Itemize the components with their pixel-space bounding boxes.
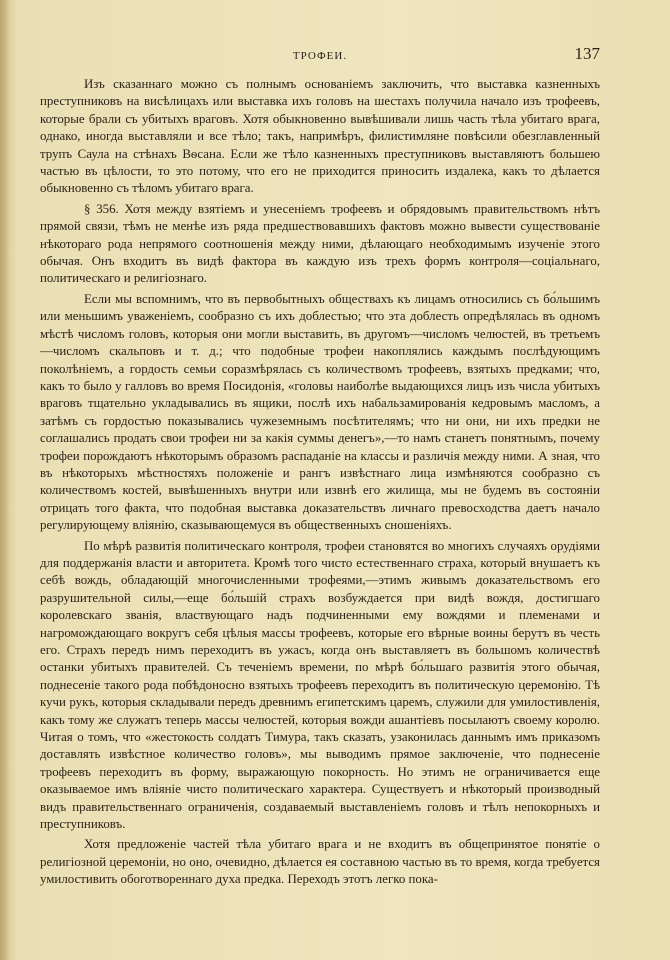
page-header [40, 46, 600, 68]
paragraph-political-control: По мѣрѣ развитiя политическаго контроля, трофеи становятся во многихъ случаяхъ орудiями для поддержанiя власти и авторитета. Кромѣ того чисто естественнаго страха, который внушаетъ къ себѣ вождь, обладающiй многочисленными трофеями,—этимъ живымъ доказательствомъ его разрушительной силы,—еще бо́льшiй страхъ возбуждается при видѣ вождя, достигшаго королевскаго званiя, властвующаго надъ подчиненными ему вождями и племенами и нагромождающаго вокругъ себя цѣлыя массы трофеевъ, которые его вѣрные воины берутъ въ честь его. Страхъ передъ нимъ переходитъ въ ужасъ, когда онъ выставляетъ въ большомъ количествѣ останки убитыхъ правителей. Съ теченiемъ времени, по мѣрѣ бо́льшаго развитiя этого обычая, поднесенiе такого рода побѣдоносно взятыхъ трофеевъ переходитъ въ политическую церемонiю. Тѣ кучи рукъ, которыя складывали передъ древнимъ египетскимъ царемъ, служили для умилостивленiя, какъ тому же служатъ теперь массы челюстей, которыя вожди ашантiевъ посылаютъ своему королю. Читая о томъ, что «жестокость солдатъ Тимура, такъ сказать, узаконилась даннымъ имъ приказомъ доставлять извѣстное количество головъ», мы выводимъ прямое заключенiе, что поднесенiе трофеевъ переходитъ въ форму, выражающую покорность. Но этимъ не ограничивается еще оказываемое имъ влiянiе чисто политическаго характера. Существуетъ и нѣкоторый производный видъ правительственнаго ограниченiя, создаваемый выставленiемъ головъ и тѣлъ непокорныхъ и преступниковъ. [40, 538, 600, 832]
paragraph-trophies-executions: Изъ сказаннаго можно съ полнымъ основанiемъ заключить, что выставка казненныхъ преступниковъ на висѣлицахъ или выставка ихъ головъ на шестахъ получила начало изъ трофеевъ, которые брали съ убитыхъ враговъ. Хотя обыкновенно вывѣшивали лишь часть тѣла убитаго врага, однако, иногда выставляли и все тѣло; такъ, напримѣръ, филистимляне повѣсили обезглавленный трупъ Саула на стѣнахъ Вѳсана. Если же тѣло казненныхъ преступниковъ выставляютъ большею частью въ цѣлости, то это потому, что его не приходится приносить издалека, какъ то дѣлается обыкновенно съ тѣломъ убитаго врага. [40, 77, 600, 196]
binding-shadow [0, 0, 10, 960]
paragraph-section-356: § 356. Хотя между взятiемъ и унесенiемъ трофеевъ и обрядовымъ правительствомъ нѣтъ прямой связи, тѣмъ не менѣе изъ ряда предшествовавшихъ фактовъ можно вывести существованiе нѣкотораго рода непрямого соотношенiя между ними, дѣлающаго необходимымъ изученiе этого обычая. Онъ входитъ въ видѣ фактора въ каждую изъ трехъ формъ контроля—соцiальнаго, политическаго и религiознаго. [40, 201, 600, 286]
paragraph-religious-ceremony: Хотя предложенiе частей тѣла убитаго врага и не входитъ въ общепринятое понятiе о религiозной церемонiи, но оно, очевидно, дѣлается ея составною частью въ то время, когда требуется умилостивить обоготвореннаго духа предка. Переходъ этотъ легко пока- [40, 837, 600, 887]
paragraph-social-control: Если мы вспомнимъ, что въ первобытныхъ обществахъ къ лицамъ относились съ бо́льшимъ или меньшимъ уваженiемъ, сообразно съ ихъ доблестью; что эта доблесть опредѣлялась въ одномъ мѣстѣ числомъ головъ, которыя они могли выставить, въ другомъ—числомъ челюстей, въ третьемъ—числомъ скальповъ и т. д.; что подобные трофеи накоплялись каждымъ послѣдующимъ поколѣнiемъ, а гордость семьи соразмѣрялась съ количествомъ трофеевъ, взятыхъ предками; что, какъ то было у галловъ во время Посидонiя, «головы наиболѣе выдающихся лицъ изъ числа убитыхъ враговъ тщательно укладывались въ ящики, послѣ ихъ набальзамированiя кедровымъ масломъ, а затѣмъ съ гордостью показывались чужеземнымъ посѣтителямъ; что ни они, ни ихъ предки не соглашались продать свои трофеи ни за какiя суммы денегъ»,—то намъ станетъ понятнымъ, почему трофеи порождаютъ нѣкоторымъ образомъ распаданiе на классы и различiя между ними. А зная, что въ нѣкоторыхъ мѣстностяхъ положенiе и рангъ извѣстнаго лица измѣняются сообразно съ количествомъ костей, вывѣшенныхъ внутри или извнѣ его жилища, мы не будемъ въ состоянiи отрицать того факта, что подобная выставка доказательствъ личнаго превосходства даетъ начало регулирующему влiянiю, сказывающемуся въ общественныхъ сношенiяхъ. [40, 291, 600, 533]
page-number: 137 [574, 44, 600, 63]
running-head: ТРОФЕИ. [292, 50, 348, 62]
body-text [40, 76, 600, 892]
